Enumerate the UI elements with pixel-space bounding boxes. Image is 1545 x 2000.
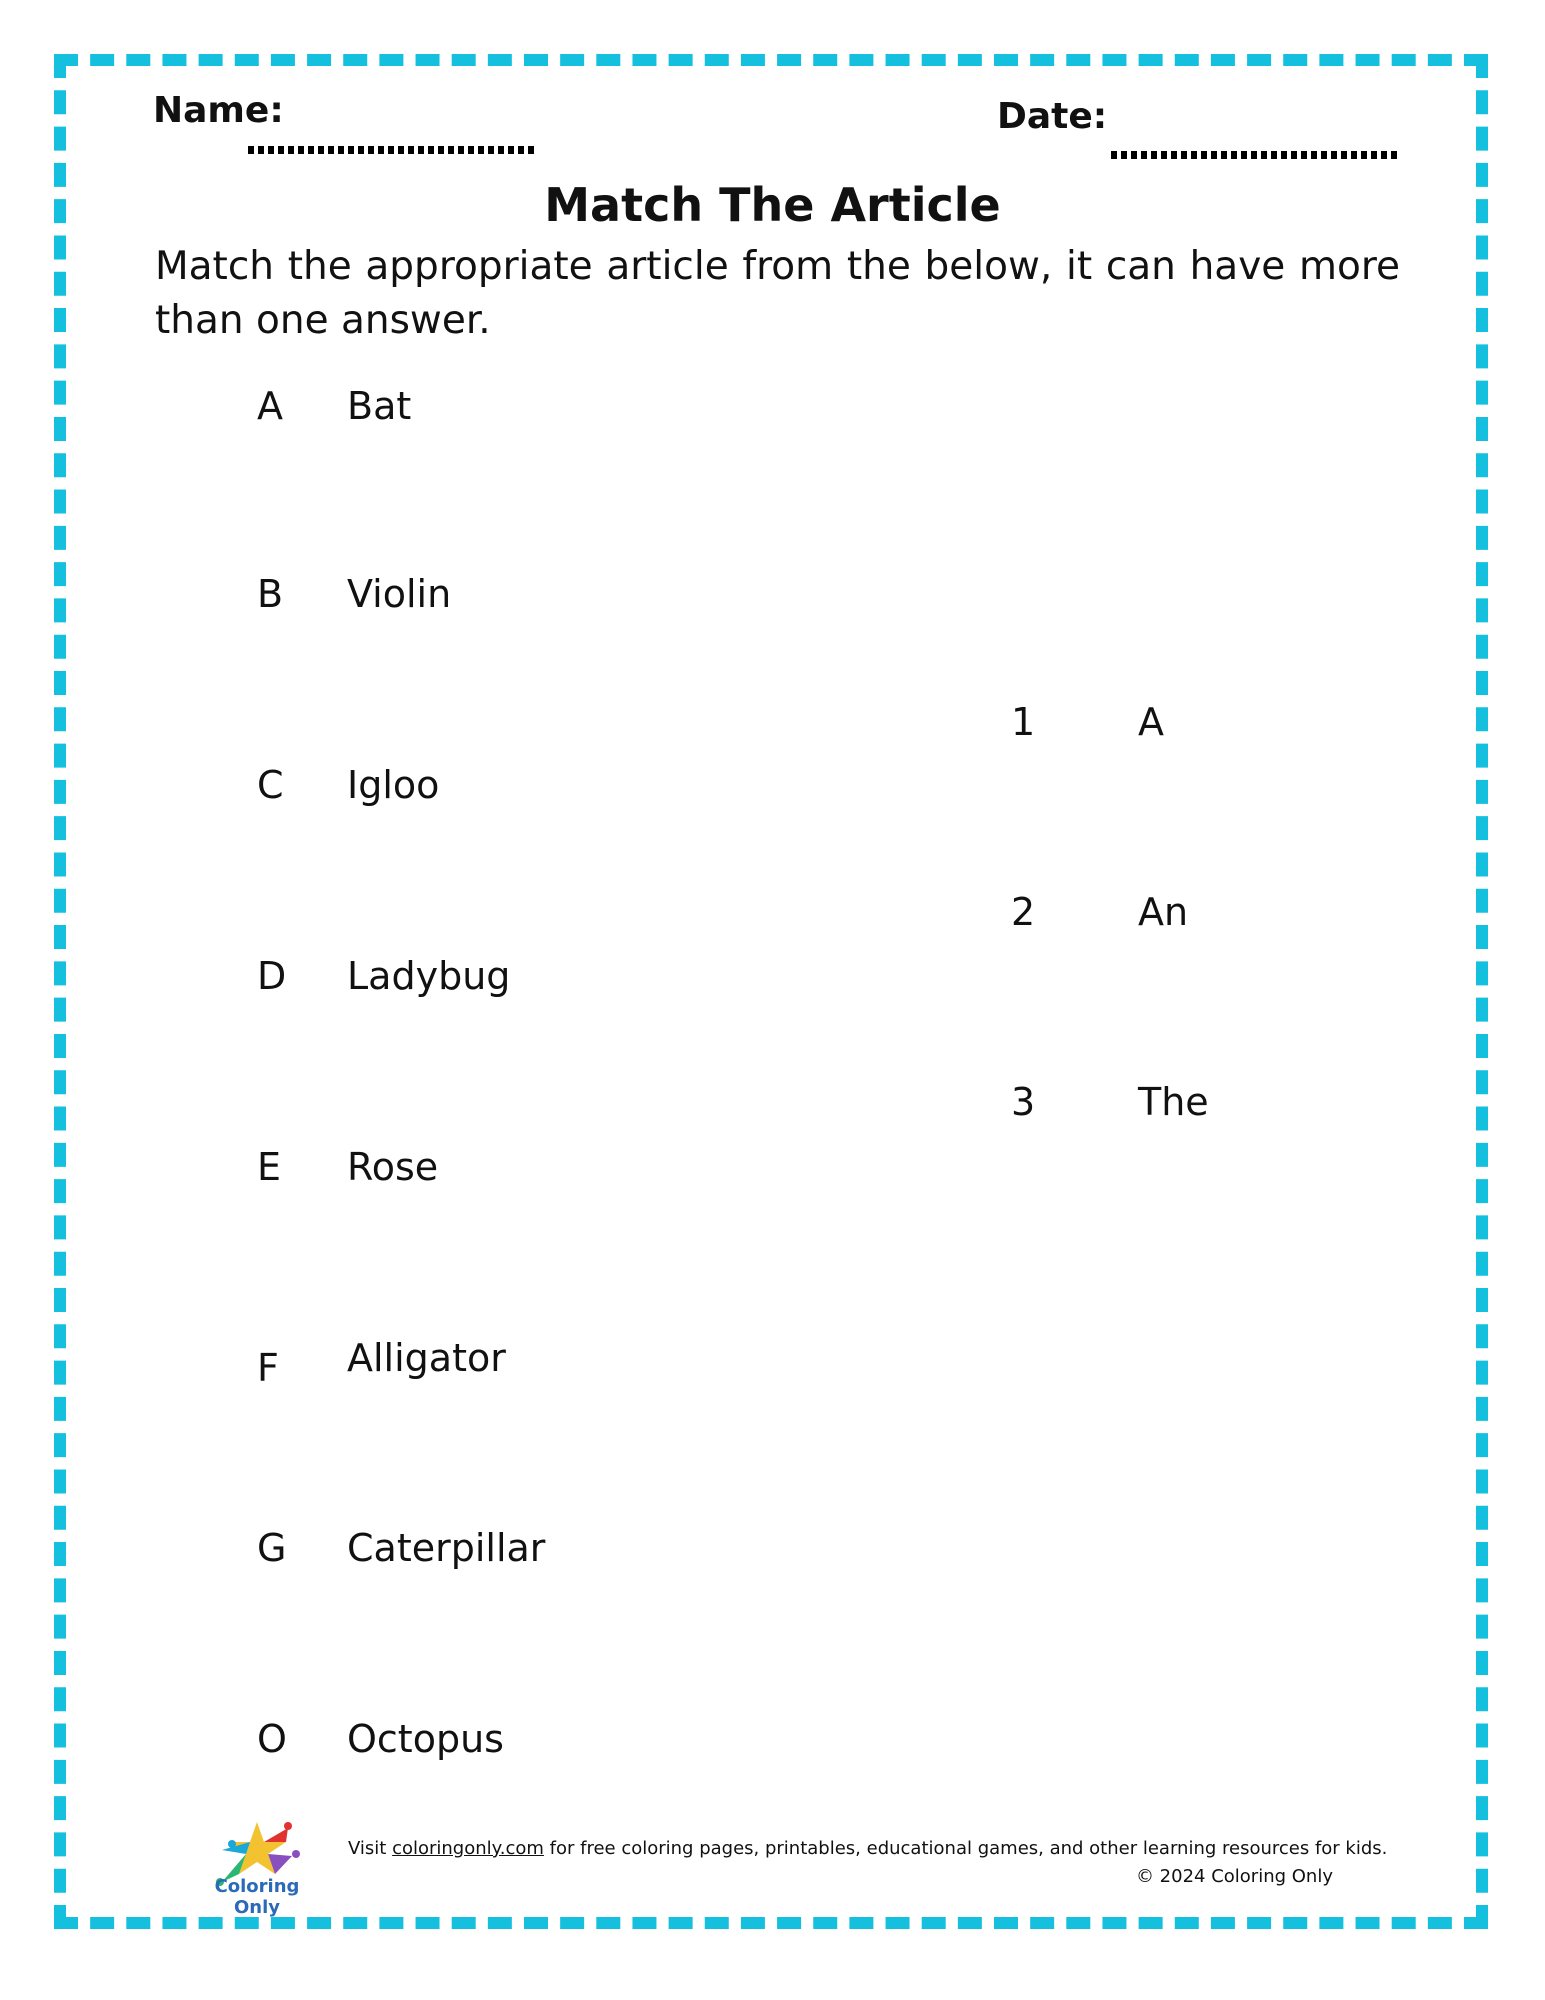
copyright-text: © 2024 Coloring Only xyxy=(1135,1866,1333,1887)
word-item: Igloo xyxy=(347,763,440,807)
instructions-text: Match the appropriate article from the below, it can have more than one answer. xyxy=(155,244,1400,343)
word-letter: A xyxy=(257,384,283,428)
word-item: Octopus xyxy=(347,1717,504,1761)
name-blank-line[interactable] xyxy=(248,146,536,154)
word-item: Ladybug xyxy=(347,954,511,998)
date-blank-line[interactable] xyxy=(1111,151,1399,159)
name-label: Name: xyxy=(153,90,284,131)
word-letter: B xyxy=(257,572,284,616)
logo-text: Coloring Only xyxy=(214,1876,300,1918)
article-item: A xyxy=(1138,700,1164,744)
footer-visit-prefix: Visit xyxy=(348,1838,393,1859)
word-letter: O xyxy=(257,1717,287,1761)
word-item: Rose xyxy=(347,1145,439,1189)
word-letter: G xyxy=(257,1526,287,1570)
article-number: 3 xyxy=(1011,1080,1036,1124)
word-letter: D xyxy=(257,954,287,998)
word-item: Caterpillar xyxy=(347,1526,546,1570)
article-item: The xyxy=(1138,1080,1209,1124)
word-letter: E xyxy=(257,1145,282,1189)
article-item: An xyxy=(1138,890,1189,934)
word-item: Bat xyxy=(347,384,412,428)
word-letter: C xyxy=(257,763,284,807)
worksheet-title: Match The Article xyxy=(544,178,1001,232)
footer-visit-suffix: for free coloring pages, printables, educational games, and other learning resources for kids. xyxy=(543,1838,1388,1859)
footer-visit-text xyxy=(348,1838,1387,1859)
article-number: 2 xyxy=(1011,890,1036,934)
date-label: Date: xyxy=(997,96,1108,137)
word-item: Alligator xyxy=(347,1336,506,1380)
word-letter: F xyxy=(257,1346,279,1390)
article-number: 1 xyxy=(1011,700,1036,744)
word-item: Violin xyxy=(347,572,452,616)
site-link[interactable]: coloringonly.com xyxy=(392,1838,544,1859)
